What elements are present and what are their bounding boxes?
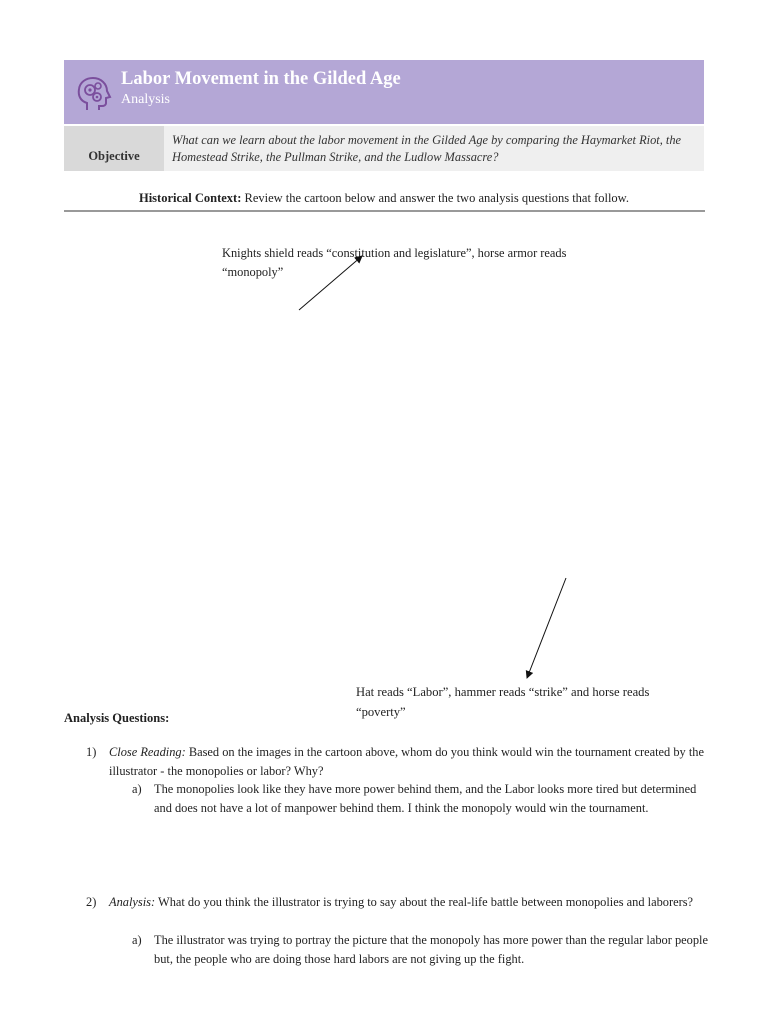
objective-text: What can we learn about the labor movement in the Gilded Age by comparing the Haymarket Riot, the Homestead Strike, the Pullman Strike, and the Ludlow Massacre? bbox=[172, 133, 682, 164]
question-number: 1) bbox=[86, 745, 97, 759]
answer-number: a) bbox=[132, 933, 142, 947]
question-label: Analysis: bbox=[109, 895, 156, 909]
question-number: 2) bbox=[86, 895, 97, 909]
question-text bbox=[109, 743, 709, 781]
answer-text: The monopolies look like they have more power behind them, and the Labor looks more tired but determined and does not have a lot of manpower behind them. I think the monopoly would win the tournament. bbox=[154, 782, 697, 815]
knights-note: Knights shield reads “constitution and legislature”, horse armor reads “monopoly” bbox=[222, 246, 567, 279]
arrow-to-labor-figure bbox=[527, 578, 566, 678]
page-title: Labor Movement in the Gilded Age bbox=[121, 69, 401, 89]
answer-text: The illustrator was trying to portray the picture that the monopoly has more power than the regular labor people but, the people who are doing those hard labors are not giving up the fight. bbox=[154, 933, 708, 966]
context-label: Historical Context: bbox=[138, 191, 242, 205]
objective-label: Objective bbox=[64, 126, 164, 171]
analysis-questions-title: Analysis Questions: bbox=[64, 711, 170, 725]
question-body: Based on the images in the cartoon above, whom do you think would win the tournament created by the illustrator - the monopolies or labor? Why? bbox=[109, 745, 704, 778]
page-subtitle: Analysis bbox=[121, 92, 170, 107]
context-text: Review the cartoon below and answer the two analysis questions that follow. bbox=[241, 191, 630, 205]
question-body: What do you think the illustrator is trying to say about the real-life battle between monopolies and laborers? bbox=[155, 895, 694, 909]
answer-number: a) bbox=[132, 782, 142, 796]
labor-note: Hat reads “Labor”, hammer reads “strike” and horse reads “poverty” bbox=[356, 685, 650, 719]
question-text bbox=[109, 893, 709, 912]
arrow-to-knights-note bbox=[299, 256, 362, 310]
question-label: Close Reading: bbox=[109, 745, 186, 759]
